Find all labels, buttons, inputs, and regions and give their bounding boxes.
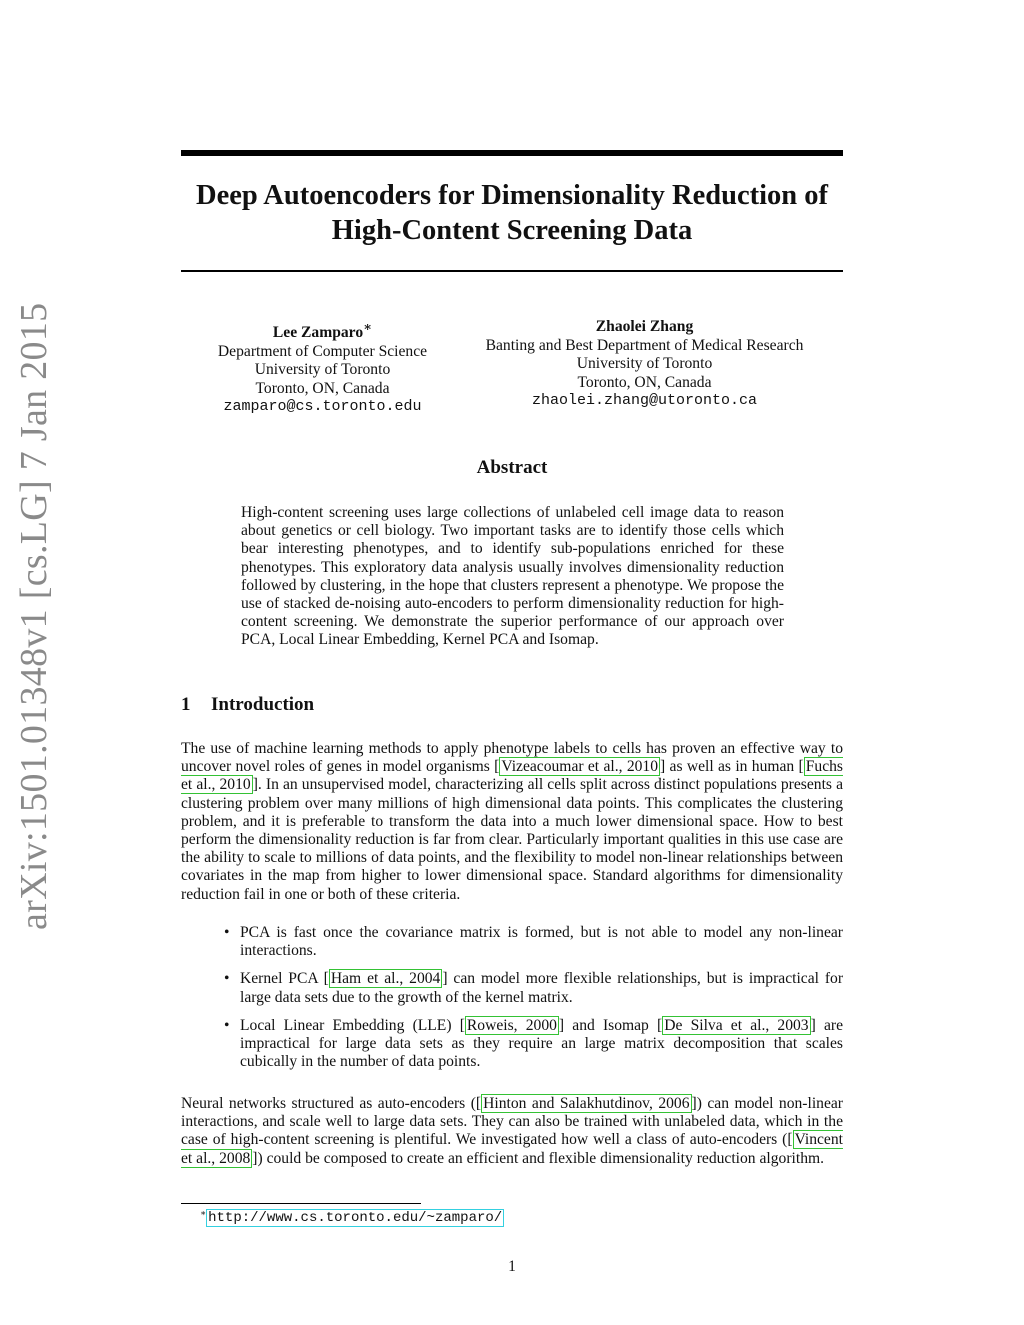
citation-link[interactable]: De Silva et al., 2003 [664, 1016, 809, 1034]
footnote-mark: ∗ [200, 1208, 207, 1218]
footnote-mark: ∗ [363, 319, 373, 334]
author-name: Lee Zamparo∗ [272, 319, 373, 342]
citation-link[interactable]: Ham et al., 2004 [330, 970, 441, 988]
title-line-1: Deep Autoencoders for Dimensionality Reduction of [196, 180, 828, 211]
bullet-icon: • [224, 1016, 230, 1034]
author-dept: Banting and Best Department of Medical Research [485, 336, 804, 354]
citation-link[interactable]: Fuchs et al., 2010 [181, 758, 843, 794]
author-email: zamparo@cs.toronto.edu [223, 398, 422, 416]
author-univ: University of Toronto [576, 355, 713, 372]
section-heading [181, 694, 314, 716]
abstract-body: High-content screening uses large collections of unlabeled cell image data to reason about genetics or cell biology. Two important tasks are to identify those cells which bear interesting phenotypes, and to identify sub-populations enriched for these phenotypes. This exploratory data analysis usually involves dimensionality reduction followed by clustering, in the hope that clusters represent a phenotype. We propose the use of stacked de-noising auto-encoders to perform dimensionality reduction for high-content screening. We demonstrate the superior performance of our approach over PCA, Local Linear Embedding, Kernel PCA and Isomap. [241, 504, 784, 649]
list-item: • Kernel PCA [ Ham et al., 2004 ] can model more flexible relationships, but is impractical for large data sets due to the growth of the kernel matrix. [224, 970, 844, 1006]
footnote [200, 1208, 504, 1226]
author-block-1 [200, 318, 445, 417]
citation-link[interactable]: Vizeacoumar et al., 2010 [501, 758, 659, 776]
bullet-list [222, 924, 843, 1081]
citation-link[interactable]: Hinton and Salakhutdinov, 2006 [483, 1095, 690, 1112]
author-location: Toronto, ON, Canada [577, 373, 712, 391]
title-top-rule [181, 150, 843, 156]
citation-link[interactable]: Roweis, 2000 [466, 1016, 557, 1034]
author-email: zhaolei.zhang@utoronto.ca [531, 392, 758, 409]
author-name: Zhaolei Zhang [595, 318, 694, 335]
author-location: Toronto, ON, Canada [255, 379, 390, 397]
section-title: Introduction [211, 694, 315, 715]
title-bottom-rule [181, 270, 843, 272]
author-block-2 [462, 318, 827, 411]
paper-title [181, 178, 843, 248]
page-number: 1 [508, 1258, 516, 1275]
citation-link[interactable]: Vincent et al., 2008 [181, 1131, 843, 1167]
section-number: 1 [181, 694, 191, 715]
footnote-url-link[interactable]: http://www.cs.toronto.edu/~zamparo/ [208, 1210, 503, 1227]
author-dept: Department of Computer Science [217, 342, 428, 360]
list-item: • PCA is fast once the covariance matrix is formed, but is not able to model any non-linear interactions. [224, 924, 843, 960]
arxiv-watermark: arXiv:1501.01348v1 [cs.LG] 7 Jan 2015 [13, 302, 55, 930]
bullet-icon: • [224, 924, 230, 941]
list-item: • Local Linear Embedding (LLE) [ Roweis, 2000 ] and Isomap [ De Silva et al., 2003 ] are impractical for large data sets as they require an large matrix decomposition that scales cubically in the number of data points. [224, 1016, 843, 1071]
author-univ: University of Toronto [254, 361, 391, 379]
bullet-icon: • [224, 970, 230, 988]
intro-paragraph-1: The use of machine learning methods to apply phenotype labels to cells has proven an effective way to uncover novel roles of genes in model organisms [ Vizeacoumar et al., 2010 ] as well as in human [ Fuchs et al., 2010 ]. In an unsupervised model, characterizing all cells split across distinct populations presents a clustering problem over many millions of high dimensional data points. This complicates the clustering problem, and it is preferable to transform the data into a much lower dimensional space. How to best perform the dimensionality reduction is far from clear. Particularly important qualities in this use case are the ability to scale to millions of data points, and the flexibility to model non-linear relationships between covariates in the map from higher to lower dimensional space. Standard algorithms for dimensionality reduction fail in one or both of these criteria. [181, 740, 843, 903]
abstract-heading: Abstract [476, 457, 548, 478]
intro-paragraph-2: Neural networks structured as auto-encoders ([ Hinton and Salakhutdinov, 2006 ]) can model non-linear interactions, and scale well to large data sets. They can also be trained with unlabeled data, which in the case of high-content screening is plentiful. We investigated how well a class of auto-encoders ([ Vincent et al., 2008 ]) could be composed to create an efficient and flexible dimensionality reduction algorithm. [181, 1095, 843, 1167]
footnote-rule [181, 1203, 421, 1204]
title-line-2: High-Content Screening Data [331, 215, 693, 246]
